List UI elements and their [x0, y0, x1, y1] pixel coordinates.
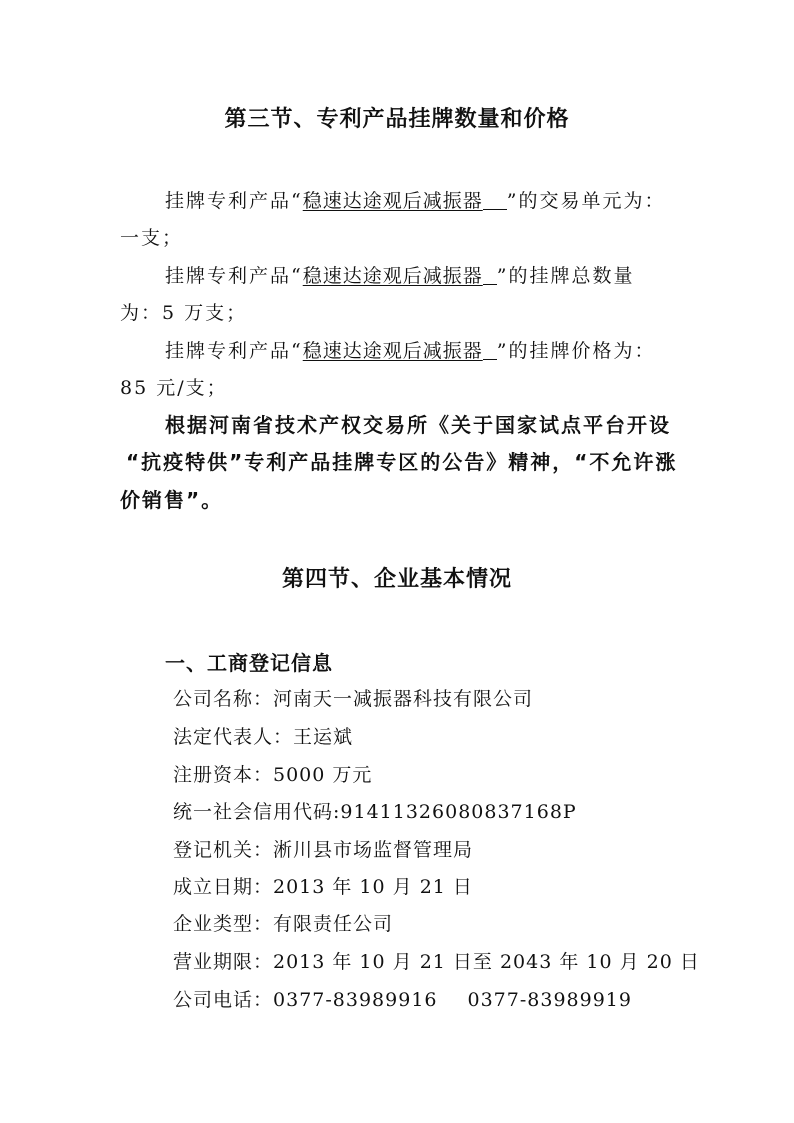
product-name: 稳速达途观后减振器 [302, 190, 483, 212]
notice-line-3: 价销售”。 [120, 488, 224, 512]
legal-representative: 法定代表人：王运斌 [173, 726, 354, 748]
company-name: 公司名称：河南天一减振器科技有限公司 [173, 688, 534, 710]
section4-title: 第四节、企业基本情况 [281, 567, 512, 592]
registration-authority: 登记机关：淅川县市场监督管理局 [173, 839, 474, 861]
notice-line-1: 根据河南省技术产权交易所《关于国家试点平台开设 [165, 413, 671, 437]
total-qty-suffix: ”的挂牌总数量 [496, 265, 635, 287]
trade-unit-suffix: ”的交易单元为： [506, 190, 666, 212]
trade-unit-value: 一支； [120, 227, 184, 249]
established-date: 成立日期：2013 年 10 月 21 日 [173, 876, 473, 898]
company-type: 企业类型：有限责任公司 [173, 913, 394, 935]
notice-line-2: “抗疫特供”专利产品挂牌专区的公告》精神，“不允许涨 [126, 450, 678, 474]
credit-code: 统一社会信用代码:91411326080837168P [173, 801, 577, 823]
trade-unit-line [165, 186, 665, 213]
price-value: 85 元/支； [120, 377, 228, 399]
business-registration-heading: 一、工商登记信息 [165, 651, 333, 675]
total-qty-prefix: 挂牌专利产品“ [165, 265, 303, 287]
phone-number-2: 0377-83989919 [467, 989, 632, 1011]
underline-pad [483, 283, 497, 285]
phone-label: 公司电话： [173, 989, 274, 1011]
underline-pad [483, 358, 497, 360]
company-phone [173, 985, 632, 1012]
price-line [165, 336, 655, 363]
trade-unit-prefix: 挂牌专利产品“ [165, 190, 303, 212]
section3-title: 第三节、专利产品挂牌数量和价格 [224, 107, 570, 132]
registered-capital: 注册资本：5000 万元 [173, 764, 373, 786]
underline-pad [483, 208, 507, 210]
product-name: 稳速达途观后减振器 [302, 265, 483, 287]
total-qty-line [165, 261, 634, 288]
total-qty-value: 为：5 万支； [120, 302, 248, 324]
phone-number-1: 0377-83989916 [273, 989, 438, 1011]
business-term: 营业期限：2013 年 10 月 21 日至 2043 年 10 月 20 日 [173, 951, 700, 973]
product-name: 稳速达途观后减振器 [302, 340, 483, 362]
price-prefix: 挂牌专利产品“ [165, 340, 303, 362]
price-suffix: ”的挂牌价格为： [496, 340, 656, 362]
